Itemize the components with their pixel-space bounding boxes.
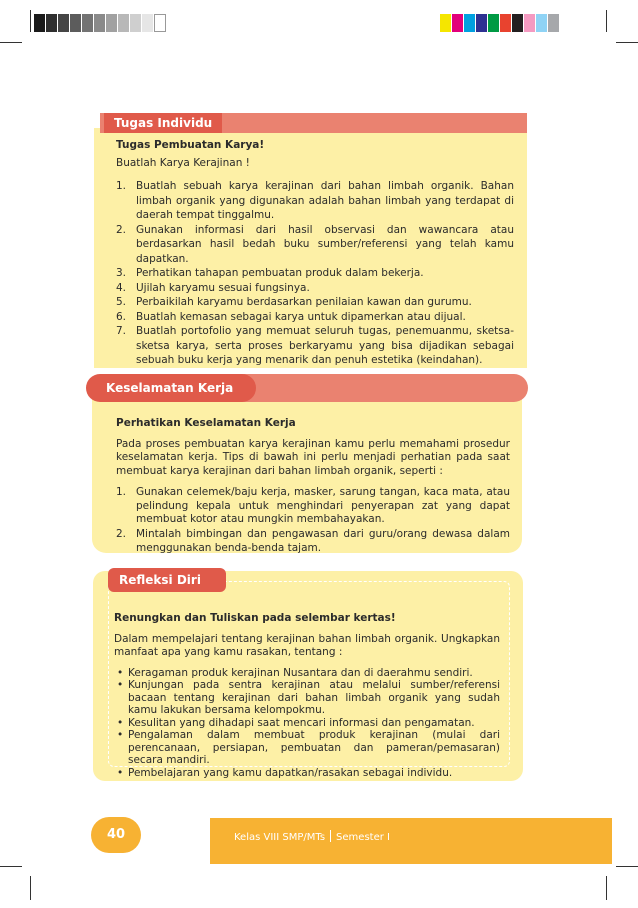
- gray-swatch: [46, 14, 58, 32]
- color-swatch: [464, 14, 476, 32]
- color-swatch: [548, 14, 560, 32]
- tugas-individu-content: [116, 138, 514, 368]
- list-item: • Pengalaman dalam membuat produk kerajinan (mulai dari perencanaan, persiapan, pembuatan dan pameran/pemasaran) secara mandiri.: [117, 729, 500, 766]
- color-swatch: [512, 14, 524, 32]
- gray-swatch: [118, 14, 130, 32]
- crop-mark: [606, 10, 607, 32]
- crop-mark: [0, 866, 22, 867]
- list-item: 6. Buatlah kemasan sebagai karya untuk dipamerkan atau dijual.: [116, 310, 466, 323]
- footer-separator: [330, 830, 331, 842]
- color-swatch: [440, 14, 452, 32]
- keselamatan-kerja-tab: Keselamatan Kerja: [86, 374, 256, 402]
- gray-swatch: [34, 14, 46, 32]
- color-swatch: [488, 14, 500, 32]
- keselamatan-intro: Pada proses pembuatan karya kerajinan kamu perlu memahami prosedur keselamatan kerja. Tips di bawah ini perlu menjadi perhatian pada saat membuat karya kerajinan dari bahan limbah organik, seperti :: [116, 437, 510, 477]
- refleksi-diri-tab: Refleksi Diri: [108, 568, 226, 592]
- color-swatch: [476, 14, 488, 32]
- gray-swatch: [70, 14, 82, 32]
- gray-swatch: [130, 14, 142, 32]
- tugas-list: [116, 179, 514, 368]
- gray-swatch: [154, 14, 166, 32]
- list-item: • Keragaman produk kerajinan Nusantara dan di daerahmu sendiri.: [117, 666, 473, 679]
- list-item: • Kunjungan pada sentra kerajinan atau melalui sumber/referensi bacaan tentang kerajinan dari bahan limbah organik yang sudah kamu lakukan bersama kelompokmu.: [117, 679, 500, 716]
- color-swatch: [524, 14, 536, 32]
- list-item: 7. Buatlah portofolio yang memuat seluruh tugas, penemuanmu, sketsa-sketsa karya, serta proses berkaryamu yang bisa dijadikan sebagai sebuah buku kerja yang menarik dan penuh estetika (keindahan).: [116, 325, 514, 366]
- crop-mark: [30, 10, 31, 32]
- gray-swatch: [82, 14, 94, 32]
- crop-mark: [30, 876, 31, 900]
- crop-mark: [606, 876, 607, 900]
- list-item: 3. Perhatikan tahapan pembuatan produk dalam bekerja.: [116, 267, 424, 279]
- gray-swatch: [142, 14, 154, 32]
- crop-mark: [0, 42, 22, 43]
- refleksi-heading: Renungkan dan Tuliskan pada selembar kertas!: [114, 612, 396, 624]
- list-item: 4. Ujilah karyamu sesuai fungsinya.: [116, 281, 310, 294]
- crop-mark: [616, 42, 638, 43]
- keselamatan-list: [116, 486, 510, 556]
- list-item: • Kesulitan yang dihadapi saat mencari informasi dan pengamatan.: [117, 716, 475, 729]
- keselamatan-heading: Perhatikan Keselamatan Kerja: [116, 417, 296, 429]
- color-calibration-bar: [440, 14, 560, 32]
- gray-swatch: [94, 14, 106, 32]
- refleksi-intro: Dalam mempelajari tentang kerajinan bahan limbah organik. Ungkapkan manfaat apa yang kamu rasakan, tentang :: [114, 632, 500, 658]
- list-item: 1. Buatlah sebuah karya kerajinan dari bahan limbah organik. Bahan limbah organik yang digunakan adalah bahan limbah yang terdapat di daerah tempat tinggalmu.: [116, 180, 514, 221]
- keselamatan-kerja-content: [116, 416, 510, 556]
- page-number-badge: 40: [91, 817, 141, 853]
- gray-swatch: [58, 14, 70, 32]
- tugas-individu-tab: Tugas Individu: [104, 113, 222, 133]
- crop-mark: [616, 866, 638, 867]
- refleksi-diri-content: [114, 611, 500, 779]
- list-item: • Pembelajaran yang kamu dapatkan/rasakan sebagai individu.: [117, 766, 453, 779]
- color-swatch: [500, 14, 512, 32]
- footer-class-label: Kelas VIII SMP/MTs: [234, 832, 326, 843]
- color-swatch: [536, 14, 548, 32]
- list-item: 5. Perbaikilah karyamu berdasarkan penilaian kawan dan gurumu.: [116, 296, 472, 308]
- footer-semester: Semester I: [336, 832, 390, 843]
- color-swatch: [452, 14, 464, 32]
- grayscale-calibration-bar: [34, 14, 166, 32]
- footer-text: [234, 830, 390, 843]
- refleksi-list: [114, 667, 500, 780]
- list-item: 2. Gunakan informasi dari hasil observasi dan wawancara atau berdasarkan hasil bedah buku sumber/referensi yang telah kamu dapatkan.: [116, 223, 514, 265]
- tugas-heading: Tugas Pembuatan Karya!: [116, 139, 265, 151]
- gray-swatch: [106, 14, 118, 32]
- list-item: 1. Gunakan celemek/baju kerja, masker, sarung tangan, kaca mata, atau pelindung kepala untuk menghindari penyerapan zat yang dapat membuat kotor atau mungkin membahayakan.: [116, 486, 510, 525]
- list-item: 2. Mintalah bimbingan dan pengawasan dari guru/orang dewasa dalam menggunakan benda-benda tajam.: [116, 527, 510, 554]
- tugas-intro: Buatlah Karya Kerajinan !: [116, 156, 250, 169]
